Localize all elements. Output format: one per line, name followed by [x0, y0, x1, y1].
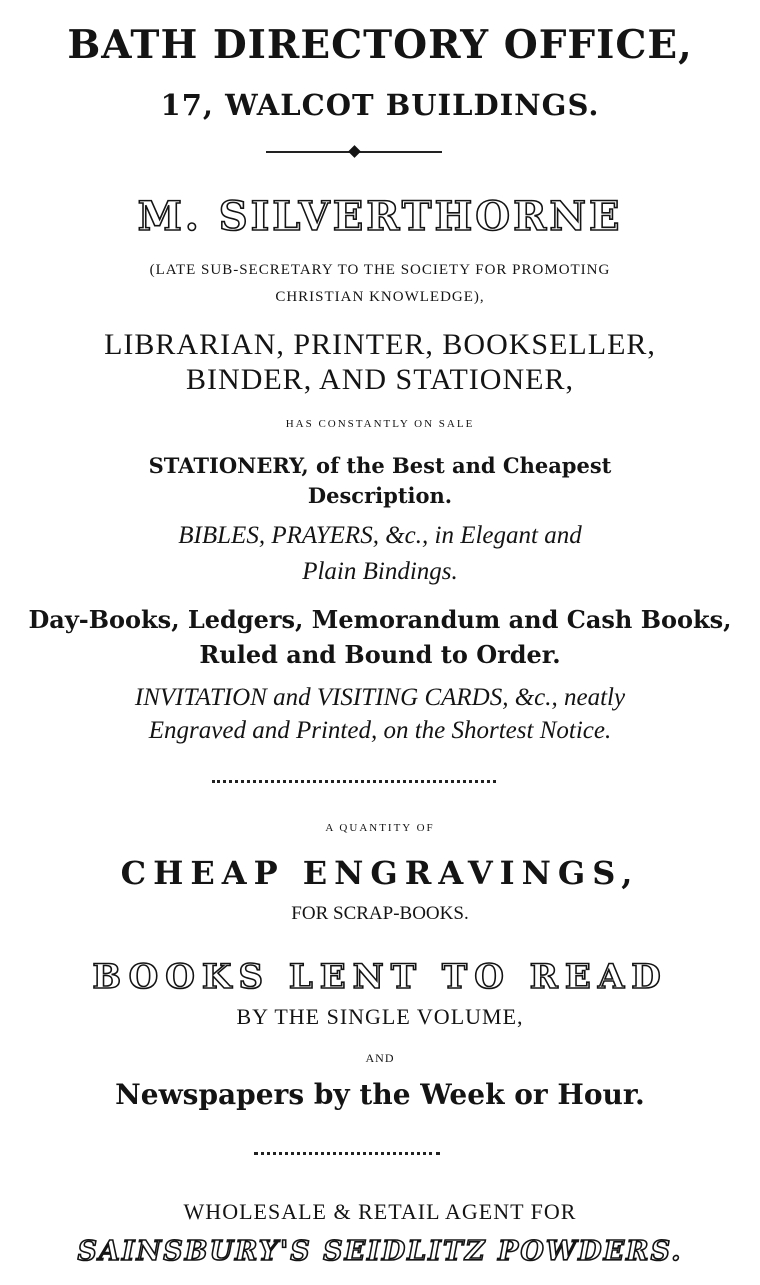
- lending-headline: BOOKS LENT TO READ: [92, 957, 668, 997]
- engravings-sub: FOR SCRAP-BOOKS.: [291, 903, 469, 924]
- sale-intro: HAS CONSTANTLY ON SALE: [285, 418, 475, 430]
- trades-line2: BINDER, AND STATIONER,: [186, 363, 574, 396]
- bibles-line2: Plain Bindings.: [302, 558, 458, 585]
- cards-line2: Engraved and Printed, on the Shortest Notice.: [148, 717, 612, 744]
- newspapers-line: Newspapers by the Week or Hour.: [115, 1078, 645, 1111]
- office-address: 17, WALCOT BUILDINGS.: [160, 88, 600, 122]
- engravings-headline: CHEAP ENGRAVINGS,: [120, 854, 640, 892]
- agent-line2: SAINSBURY'S SEIDLITZ POWDERS.: [77, 1236, 683, 1267]
- agent-line1: WHOLESALE & RETAIL AGENT FOR: [183, 1199, 577, 1224]
- bottom-rule: [254, 1152, 440, 1155]
- engravings-intro: A QUANTITY OF: [325, 822, 435, 834]
- bibles-line1: BIBLES, PRAYERS, &c., in Elegant and: [178, 522, 582, 549]
- lending-and: AND: [365, 1051, 395, 1065]
- books-line2: Ruled and Bound to Order.: [199, 640, 561, 669]
- trades-line1: LIBRARIAN, PRINTER, BOOKSELLER,: [104, 328, 656, 361]
- books-line1: Day-Books, Ledgers, Memorandum and Cash Books,: [28, 605, 732, 634]
- office-title: BATH DIRECTORY OFFICE,: [67, 22, 693, 68]
- proprietor-name: M. SILVERTHORNE: [137, 193, 623, 240]
- stationery-line1: STATIONERY, of the Best and Cheapest: [148, 453, 612, 478]
- lending-sub: BY THE SINGLE VOLUME,: [236, 1004, 524, 1029]
- proprietor-note-line2: CHRISTIAN KNOWLEDGE),: [275, 289, 485, 305]
- cards-line1: INVITATION and VISITING CARDS, &c., neatly: [134, 684, 626, 711]
- proprietor-note-line1: (LATE SUB-SECRETARY TO THE SOCIETY FOR PROMOTING: [149, 262, 611, 278]
- stationery-line2: Description.: [307, 483, 453, 508]
- middle-rule: [212, 780, 496, 783]
- rule-ornament: [348, 145, 361, 158]
